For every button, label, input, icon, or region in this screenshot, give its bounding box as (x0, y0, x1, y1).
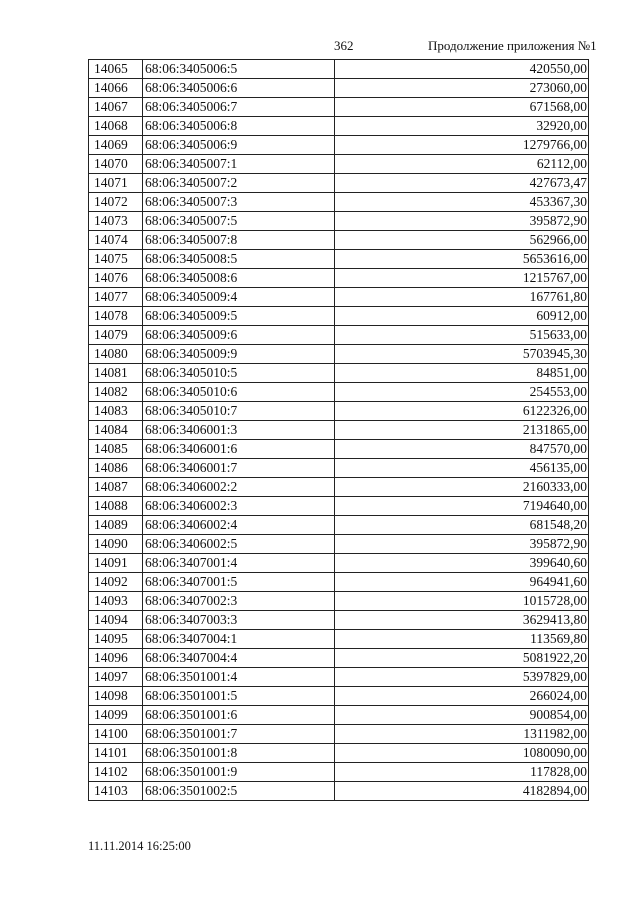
table-row (89, 174, 589, 193)
value-cell: 3629413,80 (335, 611, 589, 630)
table-row (89, 611, 589, 630)
value-cell: 1279766,00 (335, 136, 589, 155)
value-cell: 395872,90 (335, 212, 589, 231)
row-number-cell: 14096 (89, 649, 143, 668)
cadastral-number-cell: 68:06:3406002:3 (143, 497, 335, 516)
value-cell: 671568,00 (335, 98, 589, 117)
row-number-cell: 14065 (89, 60, 143, 79)
value-cell: 964941,60 (335, 573, 589, 592)
row-number-cell: 14084 (89, 421, 143, 440)
row-number-cell: 14068 (89, 117, 143, 136)
registry-table (88, 59, 589, 801)
table-row (89, 60, 589, 79)
table-row (89, 98, 589, 117)
cadastral-number-cell: 68:06:3501001:7 (143, 725, 335, 744)
table-row (89, 630, 589, 649)
value-cell: 1015728,00 (335, 592, 589, 611)
value-cell: 84851,00 (335, 364, 589, 383)
row-number-cell: 14092 (89, 573, 143, 592)
value-cell: 2160333,00 (335, 478, 589, 497)
row-number-cell: 14069 (89, 136, 143, 155)
cadastral-number-cell: 68:06:3407001:5 (143, 573, 335, 592)
value-cell: 167761,80 (335, 288, 589, 307)
row-number-cell: 14074 (89, 231, 143, 250)
row-number-cell: 14094 (89, 611, 143, 630)
table-row (89, 535, 589, 554)
table-row (89, 136, 589, 155)
table-row (89, 744, 589, 763)
row-number-cell: 14099 (89, 706, 143, 725)
row-number-cell: 14078 (89, 307, 143, 326)
cadastral-number-cell: 68:06:3501001:9 (143, 763, 335, 782)
value-cell: 4182894,00 (335, 782, 589, 801)
cadastral-number-cell: 68:06:3501001:6 (143, 706, 335, 725)
cadastral-number-cell: 68:06:3405007:8 (143, 231, 335, 250)
cadastral-number-cell: 68:06:3405008:6 (143, 269, 335, 288)
row-number-cell: 14085 (89, 440, 143, 459)
cadastral-number-cell: 68:06:3406002:2 (143, 478, 335, 497)
row-number-cell: 14089 (89, 516, 143, 535)
value-cell: 5081922,20 (335, 649, 589, 668)
value-cell: 420550,00 (335, 60, 589, 79)
row-number-cell: 14067 (89, 98, 143, 117)
row-number-cell: 14097 (89, 668, 143, 687)
row-number-cell: 14095 (89, 630, 143, 649)
cadastral-number-cell: 68:06:3405007:5 (143, 212, 335, 231)
value-cell: 32920,00 (335, 117, 589, 136)
row-number-cell: 14091 (89, 554, 143, 573)
value-cell: 515633,00 (335, 326, 589, 345)
row-number-cell: 14087 (89, 478, 143, 497)
row-number-cell: 14075 (89, 250, 143, 269)
value-cell: 900854,00 (335, 706, 589, 725)
table-row (89, 706, 589, 725)
cadastral-number-cell: 68:06:3501002:5 (143, 782, 335, 801)
value-cell: 1080090,00 (335, 744, 589, 763)
value-cell: 1215767,00 (335, 269, 589, 288)
table-row (89, 668, 589, 687)
row-number-cell: 14083 (89, 402, 143, 421)
cadastral-number-cell: 68:06:3406002:4 (143, 516, 335, 535)
value-cell: 453367,30 (335, 193, 589, 212)
cadastral-number-cell: 68:06:3405007:2 (143, 174, 335, 193)
value-cell: 60912,00 (335, 307, 589, 326)
row-number-cell: 14070 (89, 155, 143, 174)
value-cell: 456135,00 (335, 459, 589, 478)
table-row (89, 649, 589, 668)
table-row (89, 155, 589, 174)
cadastral-number-cell: 68:06:3405010:7 (143, 402, 335, 421)
value-cell: 273060,00 (335, 79, 589, 98)
table-row (89, 383, 589, 402)
row-number-cell: 14090 (89, 535, 143, 554)
table-row (89, 364, 589, 383)
cadastral-number-cell: 68:06:3501001:5 (143, 687, 335, 706)
row-number-cell: 14081 (89, 364, 143, 383)
cadastral-number-cell: 68:06:3406001:3 (143, 421, 335, 440)
value-cell: 254553,00 (335, 383, 589, 402)
row-number-cell: 14093 (89, 592, 143, 611)
cadastral-number-cell: 68:06:3407001:4 (143, 554, 335, 573)
table-row (89, 117, 589, 136)
row-number-cell: 14100 (89, 725, 143, 744)
row-number-cell: 14088 (89, 497, 143, 516)
value-cell: 427673,47 (335, 174, 589, 193)
table-body (89, 60, 589, 801)
table-row (89, 79, 589, 98)
value-cell: 62112,00 (335, 155, 589, 174)
table-row (89, 307, 589, 326)
value-cell: 7194640,00 (335, 497, 589, 516)
table-row (89, 459, 589, 478)
cadastral-number-cell: 68:06:3407002:3 (143, 592, 335, 611)
table-row (89, 440, 589, 459)
cadastral-number-cell: 68:06:3405010:5 (143, 364, 335, 383)
cadastral-number-cell: 68:06:3405006:7 (143, 98, 335, 117)
table-row (89, 193, 589, 212)
cadastral-number-cell: 68:06:3405010:6 (143, 383, 335, 402)
cadastral-number-cell: 68:06:3405006:5 (143, 60, 335, 79)
row-number-cell: 14082 (89, 383, 143, 402)
value-cell: 117828,00 (335, 763, 589, 782)
cadastral-number-cell: 68:06:3405009:5 (143, 307, 335, 326)
cadastral-number-cell: 68:06:3405008:5 (143, 250, 335, 269)
row-number-cell: 14101 (89, 744, 143, 763)
table-row (89, 725, 589, 744)
cadastral-number-cell: 68:06:3406001:6 (143, 440, 335, 459)
value-cell: 266024,00 (335, 687, 589, 706)
table-row (89, 421, 589, 440)
table-row (89, 345, 589, 364)
table-row (89, 288, 589, 307)
cadastral-number-cell: 68:06:3407004:4 (143, 649, 335, 668)
row-number-cell: 14071 (89, 174, 143, 193)
table-row (89, 516, 589, 535)
cadastral-number-cell: 68:06:3405007:3 (143, 193, 335, 212)
row-number-cell: 14102 (89, 763, 143, 782)
value-cell: 113569,80 (335, 630, 589, 649)
row-number-cell: 14098 (89, 687, 143, 706)
page-number: 362 (334, 38, 354, 53)
row-number-cell: 14103 (89, 782, 143, 801)
table-row (89, 782, 589, 801)
cadastral-number-cell: 68:06:3406001:7 (143, 459, 335, 478)
table-row (89, 592, 589, 611)
continuation-title: Продолжение приложения №1 (428, 38, 597, 53)
table-row (89, 326, 589, 345)
row-number-cell: 14066 (89, 79, 143, 98)
row-number-cell: 14077 (89, 288, 143, 307)
table-row (89, 573, 589, 592)
table-row (89, 402, 589, 421)
table-row (89, 478, 589, 497)
row-number-cell: 14072 (89, 193, 143, 212)
value-cell: 6122326,00 (335, 402, 589, 421)
value-cell: 395872,90 (335, 535, 589, 554)
cadastral-number-cell: 68:06:3407003:3 (143, 611, 335, 630)
value-cell: 399640,60 (335, 554, 589, 573)
value-cell: 1311982,00 (335, 725, 589, 744)
table-row (89, 269, 589, 288)
table-row (89, 687, 589, 706)
table-row (89, 497, 589, 516)
row-number-cell: 14079 (89, 326, 143, 345)
table-row (89, 231, 589, 250)
cadastral-number-cell: 68:06:3501001:8 (143, 744, 335, 763)
table-row (89, 250, 589, 269)
cadastral-number-cell: 68:06:3406002:5 (143, 535, 335, 554)
value-cell: 681548,20 (335, 516, 589, 535)
value-cell: 5703945,30 (335, 345, 589, 364)
row-number-cell: 14086 (89, 459, 143, 478)
value-cell: 562966,00 (335, 231, 589, 250)
print-timestamp: 11.11.2014 16:25:00 (88, 839, 191, 853)
cadastral-number-cell: 68:06:3405009:6 (143, 326, 335, 345)
row-number-cell: 14076 (89, 269, 143, 288)
cadastral-number-cell: 68:06:3405009:4 (143, 288, 335, 307)
table-row (89, 212, 589, 231)
value-cell: 847570,00 (335, 440, 589, 459)
table-row (89, 763, 589, 782)
value-cell: 2131865,00 (335, 421, 589, 440)
cadastral-number-cell: 68:06:3501001:4 (143, 668, 335, 687)
cadastral-number-cell: 68:06:3405007:1 (143, 155, 335, 174)
value-cell: 5653616,00 (335, 250, 589, 269)
row-number-cell: 14073 (89, 212, 143, 231)
cadastral-number-cell: 68:06:3405006:6 (143, 79, 335, 98)
cadastral-number-cell: 68:06:3407004:1 (143, 630, 335, 649)
cadastral-number-cell: 68:06:3405006:9 (143, 136, 335, 155)
table-row (89, 554, 589, 573)
cadastral-number-cell: 68:06:3405006:8 (143, 117, 335, 136)
row-number-cell: 14080 (89, 345, 143, 364)
value-cell: 5397829,00 (335, 668, 589, 687)
cadastral-number-cell: 68:06:3405009:9 (143, 345, 335, 364)
